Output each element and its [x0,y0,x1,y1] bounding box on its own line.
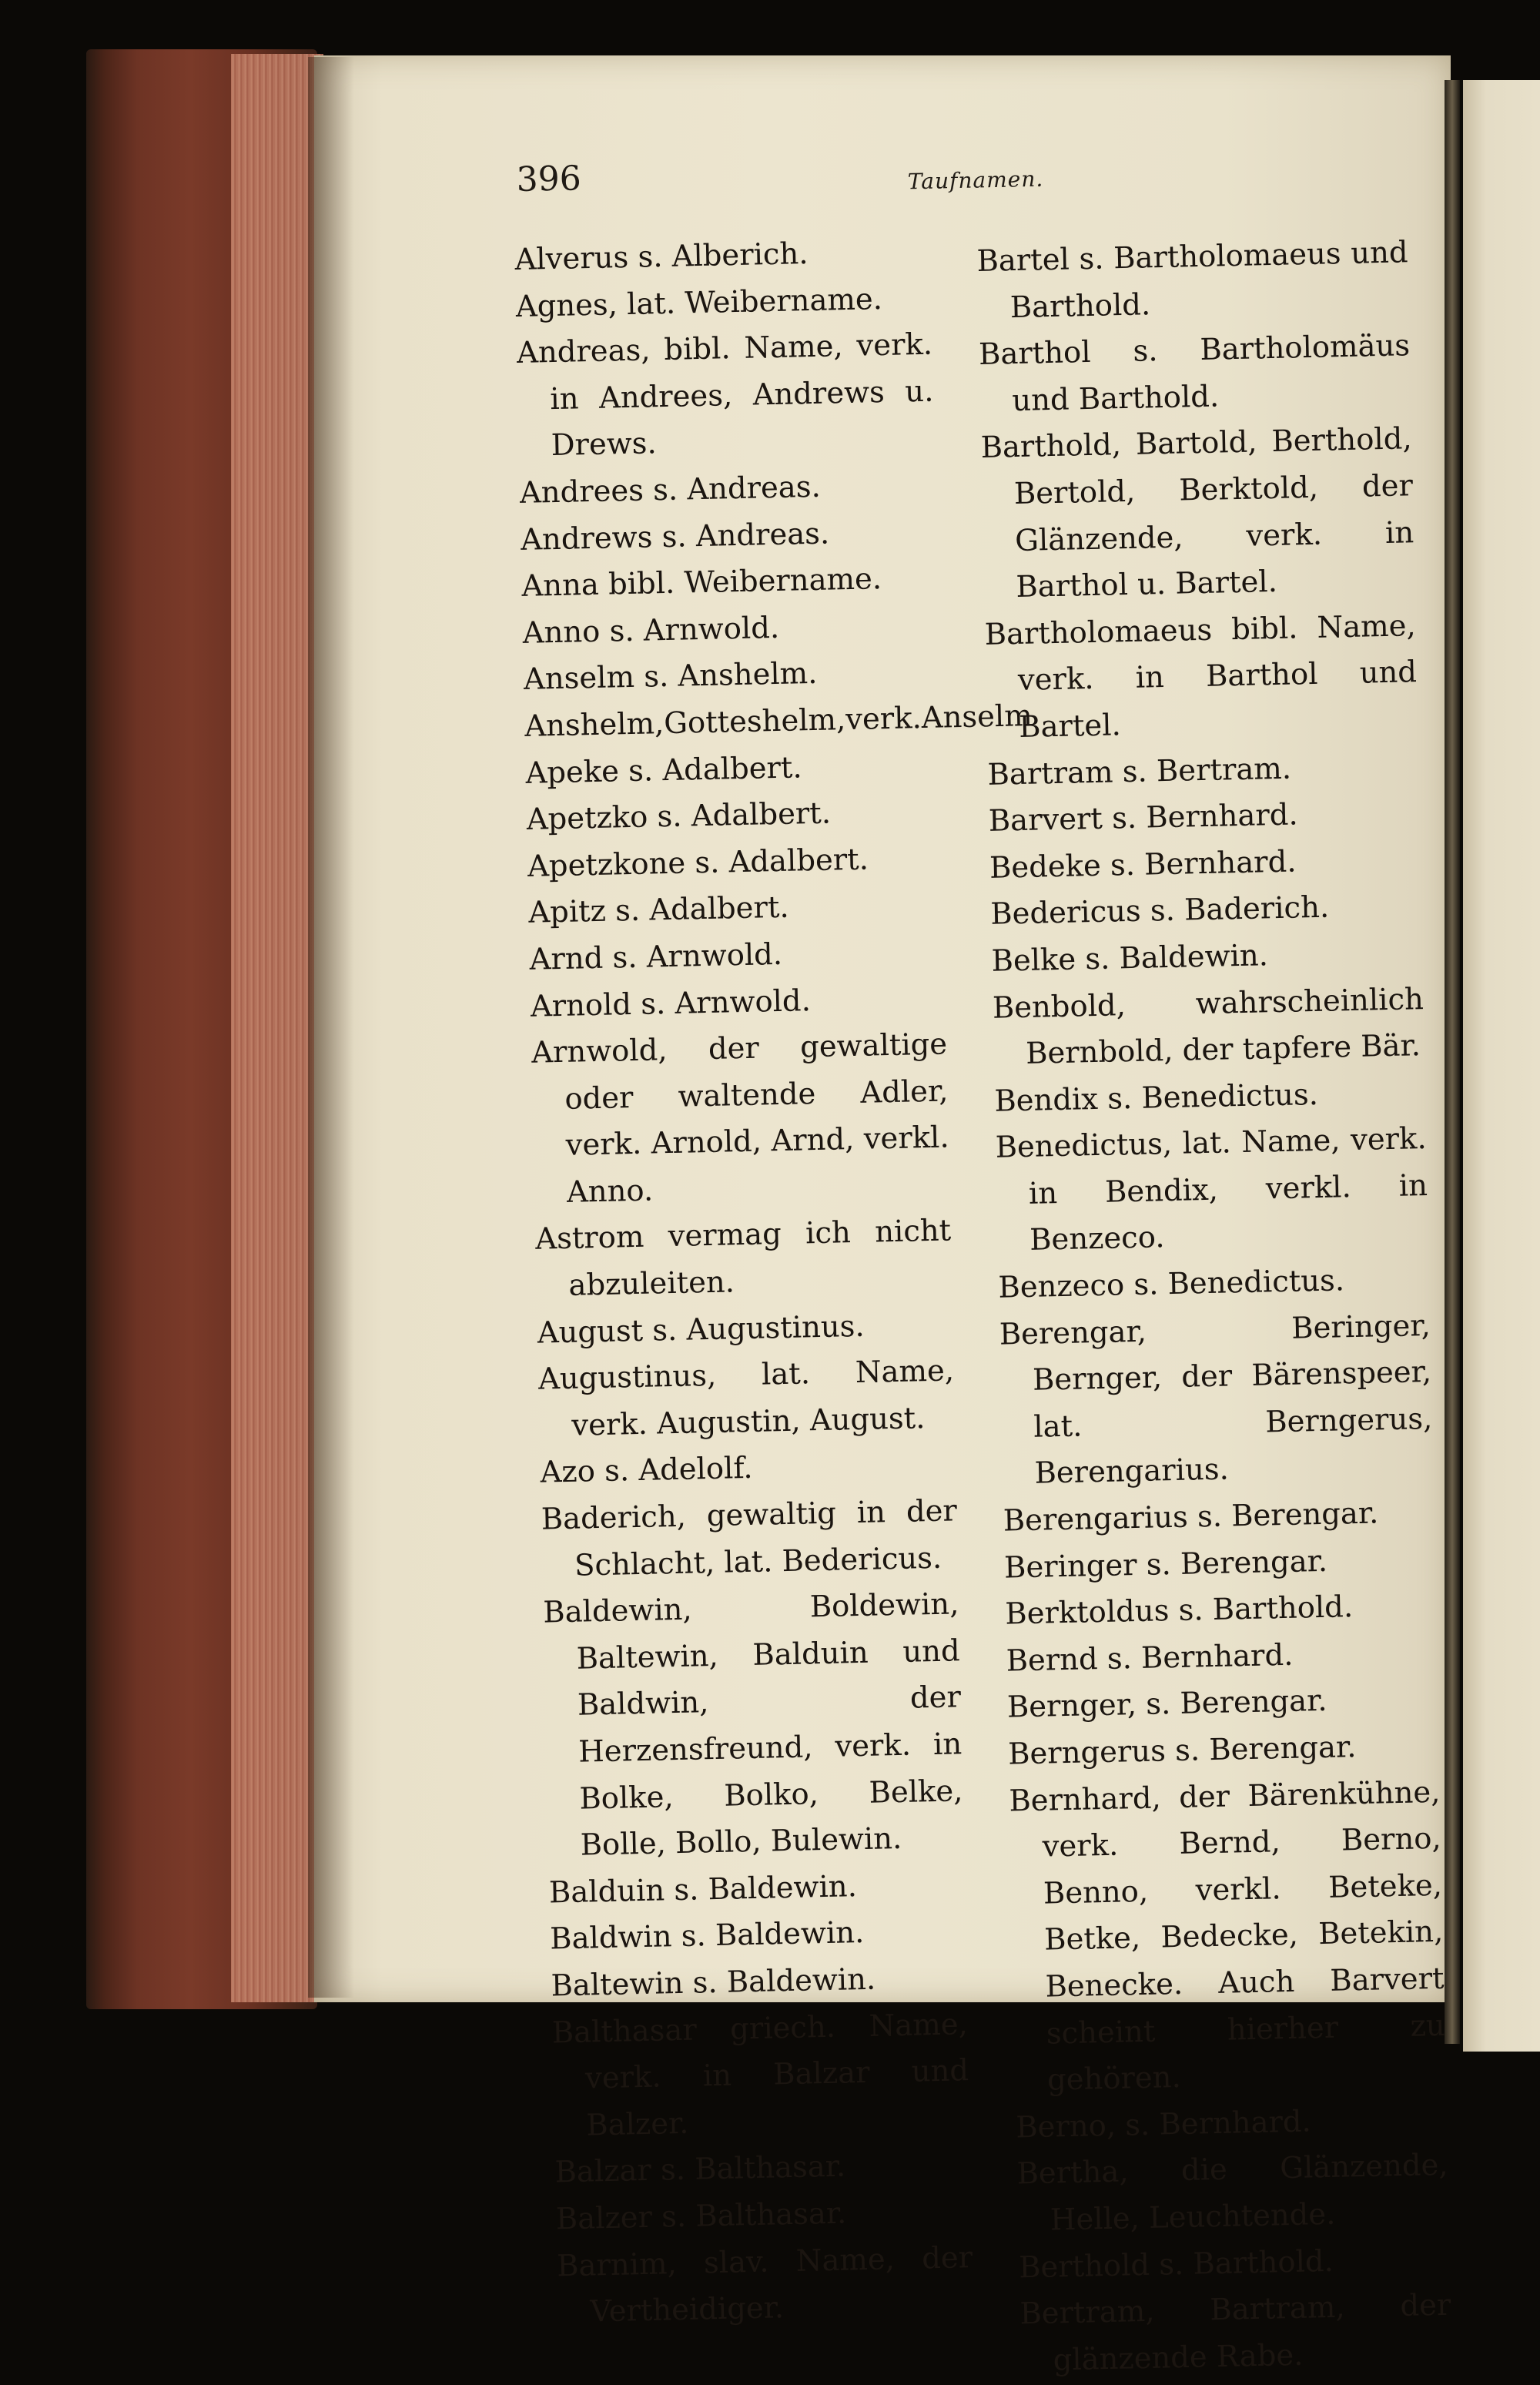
dictionary-entry: Augustinus, lat. Name, verk. Augustin, August. [537,1353,955,1443]
spine-shadow [308,57,354,1998]
dictionary-entry: Barthol s. Bartholomäus und Barthold. [978,328,1411,418]
dictionary-entry: Baldewin, Boldewin, Baltewin, Balduin und Baldwin, der Herzensfreund, verk. in Bolke, Bolko, Belke, Bolle, Bollo, Bulewin. [542,1586,963,1863]
right-column [976,229,1452,2384]
dictionary-entry: Berno, s. Bernhard. [1015,2104,1312,2145]
dictionary-entry: Barthold, Bartold, Berthold, Bertold, Berktold, der Glänzende, verk. in Barthol u. Bartel. [980,421,1414,605]
dictionary-entry: August s. Augustinus. [537,1308,865,1351]
dictionary-entry: Barnim, slav. Name, der Vertheidiger. [556,2239,973,2330]
dictionary-entry: Benedictus, lat. Name, verk. in Bendix, verkl. in Benzeco. [995,1121,1428,1258]
dictionary-entry: Alverus s. Alberich. [514,236,808,277]
dictionary-entry: Baltewin s. Baldewin. [551,1961,876,2004]
dictionary-entry: Apeke s. Adalbert. [525,749,803,791]
dictionary-entry: Baldwin s. Baldewin. [549,1915,865,1957]
dictionary-entry: Bernd s. Bernhard. [1006,1637,1294,1679]
dictionary-entry: Bernger, s. Berengar. [1006,1683,1328,1725]
dictionary-entry: Bartholomaeus bibl. Name, verk. in Barthol und Bartel. [984,608,1418,745]
book-gutter [1445,80,1460,2044]
dictionary-entry: Andrews s. Andreas. [520,516,830,558]
dictionary-entry: Bernhard, der Bärenkühne, verk. Bernd, Berno, Benno, verkl. Beteke, Betke, Bedecke, Betekin, Benecke. Auch Barvert scheint hierher zu gehören. [1009,1774,1446,2098]
dictionary-entry: Anna bibl. Weibername. [521,561,882,605]
running-title: Taufnamen. [907,166,1044,195]
dictionary-entry: Balzer s. Balthasar. [555,2196,847,2237]
dictionary-entry: Barvert s. Bernhard. [988,797,1299,839]
dictionary-entry: Balthasar griech. Name, verk. in Balzar und Balzer. [551,2006,969,2143]
dictionary-entry: Baderich, gewaltig in der Schlacht, lat. Bedericus. [541,1493,958,1583]
dictionary-entry: Anselm s. Anshelm. [523,656,818,698]
dictionary-entry: Azo s. Adelolf. [540,1451,753,1491]
dictionary-entry: Benbold, wahrscheinlich Bernbold, der tapfere Bär. [992,981,1424,1071]
dictionary-entry: Benzeco s. Benedictus. [998,1263,1345,1305]
dictionary-entry: Belke s. Baldewin. [991,938,1269,979]
dictionary-entry: Beringer s. Berengar. [1003,1543,1328,1586]
dictionary-entry: Andreas, bibl. Name, verk. in Andrees, Andrews u. Drews. [516,327,934,464]
dictionary-entry: Berngerus s. Berengar. [1007,1730,1357,1772]
dictionary-entry: Apetzkone s. Adalbert. [527,842,869,884]
dictionary-entry: Bartel s. Bartholomaeus und Barthold. [976,235,1408,325]
dictionary-entry: Agnes, lat. Weibername. [515,281,883,324]
dictionary-entry: Berengarius s. Berengar. [1003,1496,1379,1539]
dictionary-entry: Anshelm,Gotteshelm,verk.Anselm [524,698,1033,744]
dictionary-entry: Andrees s. Andreas. [519,469,822,511]
dictionary-entry: Berengar, Beringer, Bernger, der Bärenspeer, lat. Berngerus, Berengarius. [999,1308,1433,1492]
dictionary-entry: Berthold s. Barthold. [1018,2243,1334,2285]
dictionary-entry: Balzar s. Balthasar. [554,2149,846,2190]
dictionary-entry: Anno s. Arnwold. [522,610,780,651]
dictionary-entry: Bedeke s. Bernhard. [989,844,1297,886]
dictionary-entry: Bertha, die Glänzende, Helle, Leuchtende. [1016,2148,1448,2238]
dictionary-entry: Astrom vermag ich nicht abzuleiten. [534,1213,952,1303]
page-number: 396 [516,159,582,199]
dictionary-entry: Apetzko s. Adalbert. [526,796,832,837]
dictionary-entry: Berktoldus s. Barthold. [1004,1589,1354,1632]
dictionary-entry: Arnd s. Arnwold. [529,936,783,977]
left-column [514,229,1033,2336]
dictionary-entry: Bendix s. Benedictus. [993,1077,1319,1119]
dictionary-entry: Balduin s. Baldewin. [548,1868,858,1911]
dictionary-entry: Bartram s. Bertram. [987,751,1292,792]
dictionary-entry: Arnold s. Arnwold. [530,983,812,1024]
facing-page-edge [1463,80,1540,2052]
dictionary-entry: Apitz s. Adalbert. [527,890,790,931]
dictionary-entry: Bertram, Bartram, der glänzende Rabe. [1019,2287,1451,2378]
dictionary-entry: Bedericus s. Baderich. [989,889,1330,933]
dictionary-entry: Arnwold, der gewaltige oder waltende Adler, verk. Arnold, Arnd, verkl. Anno. [531,1027,950,1210]
